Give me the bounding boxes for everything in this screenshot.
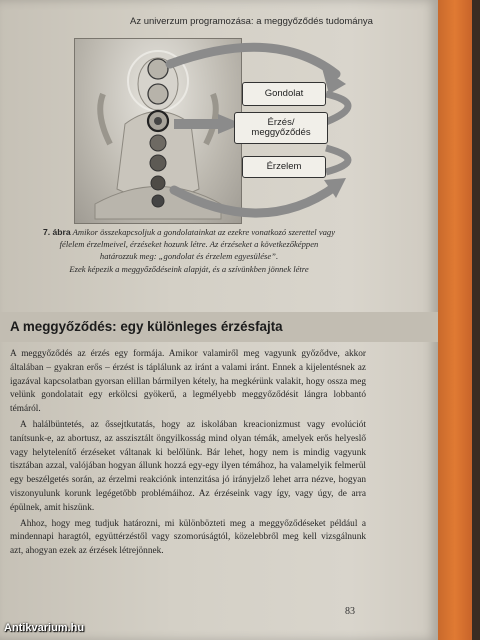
arrow-emotion-to-feeling bbox=[326, 148, 348, 172]
background-edge bbox=[472, 0, 480, 640]
figure-caption bbox=[24, 226, 354, 275]
paragraph-3: Ahhoz, hogy meg tudjuk határozni, mi különbözteti meg a meggyőződéseket például a mindennapi haragtól, együttérzéstől vagy szomorúságtól, közelebbről meg kell vizsgálnunk azt, ahogyan ezek az érzések létrejönnek. bbox=[10, 518, 366, 557]
section-title: A meggyőződés: egy különleges érzésfajta bbox=[0, 312, 438, 342]
thought-label: Gondolat bbox=[264, 87, 304, 99]
caption-line-3: határozzuk meg: „gondolat és érzelem egyesülése”. bbox=[99, 251, 279, 262]
emotion-box bbox=[242, 156, 326, 178]
feeling-label: Érzés/ bbox=[267, 116, 295, 128]
arrows-diagram bbox=[74, 38, 374, 228]
page-number: 83 bbox=[345, 606, 355, 617]
arrow-head-to-thought bbox=[170, 47, 336, 74]
arrow-thought-to-feeling bbox=[326, 94, 348, 122]
belief-label: meggyőződés bbox=[251, 127, 311, 138]
figure-7 bbox=[74, 38, 374, 228]
caption-line-1: 7. ábra Amikor összekapcsoljuk a gondolatainkat az ezekre vonatkozó szerettel vagy bbox=[42, 227, 336, 237]
caption-number: 7. ábra bbox=[42, 227, 71, 237]
watermark-text: Antikvarium.hu bbox=[4, 622, 85, 634]
caption-line-4: Ezek képezik a meggyőződéseink alapját, és a szívünkben jönnek létre bbox=[69, 263, 309, 274]
book-cover-edge bbox=[438, 0, 472, 640]
arrow-body-to-emotion bbox=[174, 186, 336, 213]
feeling-belief-box bbox=[234, 112, 328, 144]
emotion-label: Érzelem bbox=[266, 160, 302, 172]
body-text bbox=[10, 348, 366, 561]
thought-box bbox=[242, 82, 326, 106]
caption-line-2: félelem érzelmeivel, érzéseket hozunk létre. Az érzéseket a következőképpen bbox=[59, 239, 319, 250]
running-header: Az univerzum programozása: a meggyőződés tudománya bbox=[130, 16, 373, 27]
paragraph-2: A halálbüntetés, az őssejtkutatás, hogy az iskolában kreacionizmust vagy evolúciót tanítsunk-e, az abortusz, az asszisztált öngyilkosság mind olyan témák, amelyek erős helyeslő vagy helytelenítő érzéseket váltanak ki belőlünk. Bár lehet, hogy nem is mindig vagyunk tisztában azzal, valójában hogyan állunk hozzá egy-egy ilyen témához, ha valamelyik felmerül egy beszélgetés során, az érzelmi reakciónk intenzitása jó irányjelző lehet arra nézve, hogyan viszonyulunk korunk legégetőbb problémáihoz. Az érzéseink vagy így, vagy úgy, de arra épülnek, amit hiszünk. bbox=[10, 419, 366, 513]
paragraph-1: A meggyőződés az érzés egy formája. Amikor valamiről meg vagyunk győződve, akkor általában – gyakran erős – érzést is táplálunk az iránt a valami iránt. Ennek a kijelentésnek az igazával kapcsolatban gyorsan elillan bármilyen kétely, ha megkérünk valakit, hogy ossza meg velünk gondolatait egy erkölcsi gyökerű, a legmélyebb meggyőződésit lángra lobbantó témáról. bbox=[10, 349, 366, 415]
